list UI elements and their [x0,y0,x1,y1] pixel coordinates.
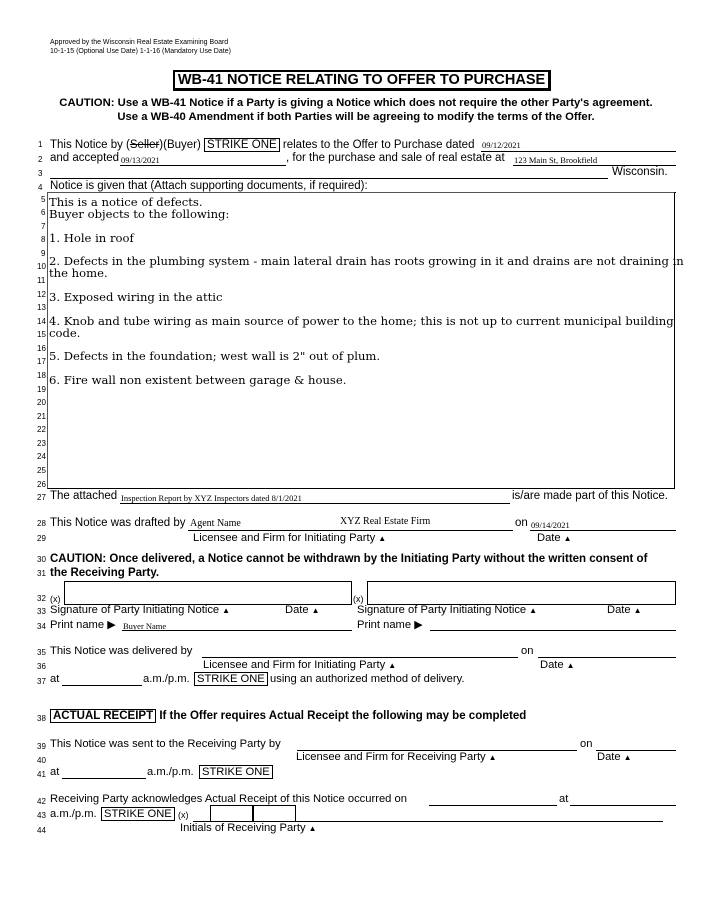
drafted-date-field[interactable]: 09/14/2021 [531,520,570,530]
line-number: 20 [37,398,46,407]
caution-delivered-line-1: CAUTION: Once delivered, a Notice cannot be withdrawn by the Initiating Party without the written consent of [50,553,648,565]
sent-strike-wrapper [199,765,273,779]
line-number: 13 [37,303,46,312]
notice-line: Buyer objects to the following: [49,207,230,221]
initials-box-1[interactable] [210,805,253,822]
line-number: 35 [37,648,46,657]
sent-at-label: at [50,766,60,778]
print-name-underline-2 [430,630,676,631]
signature-date-caption-2: Date ▲ [607,604,642,616]
licensee-caption: Licensee and Firm for Initiating Party ▲ [193,532,386,544]
drafted-date-underline [530,530,676,531]
print-name-label-2: Print name ▶ [357,619,423,631]
line-number: 24 [37,452,46,461]
line-number: 18 [37,371,46,380]
line-number: 26 [37,480,46,489]
ack-time-underline[interactable] [570,805,676,806]
initials-caption: Initials of Receiving Party ▲ [180,822,317,834]
notice-text-area[interactable] [47,192,675,489]
sent-time-underline[interactable] [62,778,146,779]
approval-text: Approved by the Wisconsin Real Estate Examining Board [50,39,229,46]
delivery-licensee-caption: Licensee and Firm for Initiating Party ▲ [203,659,396,671]
drafted-on-label: on [515,517,528,529]
line-number: 28 [37,519,46,528]
property-address-field[interactable]: 123 Main St, Brookfield [514,155,598,165]
line-number: 5 [41,195,46,204]
line-number: 38 [37,714,46,723]
print-name-field-1[interactable]: Buyer Name [123,621,167,631]
buyer-option: (Buyer) [163,139,201,151]
caution-delivered-line-2: the Receiving Party. [50,567,160,579]
line-number: 3 [38,169,43,178]
notice-line: 6. Fire wall non existent between garage & house. [49,373,347,387]
line-number: 40 [37,756,46,765]
initiating-signature-box-2[interactable] [367,581,676,605]
line-number: 19 [37,385,46,394]
line27-prefix: The attached [50,490,118,502]
seller-struck: Seller [129,139,160,151]
line-number: 29 [37,534,46,543]
line-number: 8 [41,235,46,244]
line1-text: This Notice by (Seller)(Buyer) STRIKE ONE relates to the Offer to Purchase dated [50,139,475,151]
line27-suffix: is/are made part of this Notice. [512,490,668,502]
agent-name-field[interactable]: Agent Name [190,518,241,529]
ack-at-label: at [559,793,569,805]
line-number: 34 [37,622,46,631]
signature-caption-1: Signature of Party Initiating Notice ▲ [50,604,230,616]
line2-prefix: and accepted [50,152,120,164]
line-number: 2 [38,155,43,164]
offer-date-field[interactable]: 09/12/2021 [482,140,521,150]
actual-receipt-box: ACTUAL RECEIPT [50,709,156,723]
notice-line: the home. [49,266,108,280]
notice-line: 5. Defects in the foundation; west wall is 2" out of plum. [49,349,381,363]
line-number: 16 [37,344,46,353]
delivered-by-label: This Notice was delivered by [50,645,193,657]
use-dates-text: 10-1-15 (Optional Use Date) 1-1-16 (Mandatory Use Date) [50,48,231,55]
line-number: 42 [37,797,46,806]
delivery-date-caption: Date ▲ [540,659,575,671]
line-number: 27 [37,493,46,502]
line2-middle: , for the purchase and sale of real estate at [286,152,505,164]
strike-one-box: STRIKE ONE [204,138,280,152]
sent-on-label: on [580,738,593,750]
print-name-underline-1 [122,630,352,631]
initiating-signature-box-1[interactable] [64,581,352,605]
x-mark: (x) [50,594,61,604]
line-number: 21 [37,412,46,421]
line-number: 10 [37,262,46,271]
notice-line: code. [49,326,81,340]
x-mark: (x) [353,594,364,604]
offer-date-underline [481,151,676,152]
wisconsin-label: Wisconsin. [612,166,668,178]
ack-ampm-label: a.m./p.m. [50,808,97,820]
line-number: 30 [37,555,46,564]
delivered-by-underline[interactable] [202,657,518,658]
attachment-field[interactable]: Inspection Report by XYZ Inspectors dated 8/1/2021 [121,493,302,503]
caution-line-2: Use a WB-40 Amendment if both Parties will be agreeing to modify the terms of the Offer. [117,111,595,123]
strike-one-box: STRIKE ONE [199,765,273,779]
signature-date-caption-1: Date ▲ [285,604,320,616]
signature-caption-2: Signature of Party Initiating Notice ▲ [357,604,537,616]
delivered-on-label: on [521,645,534,657]
delivered-at-label: at [50,673,60,685]
line-number: 37 [37,677,46,686]
line-number: 4 [38,183,43,192]
line28-prefix: This Notice was drafted by [50,517,186,529]
x-mark: (x) [178,810,189,820]
notice-line: 3. Exposed wiring in the attic [49,290,223,304]
receiving-licensee-caption: Licensee and Firm for Receiving Party ▲ [296,751,497,763]
notice-line: 2. Defects in the plumbing system - main lateral drain has roots growing in it and drains are not draining in [49,254,684,268]
sent-by-label: This Notice was sent to the Receiving Party by [50,738,281,750]
delivered-ampm-label: a.m./p.m. [143,673,190,685]
line-number: 36 [37,662,46,671]
line-number: 9 [41,249,46,258]
address-line3-underline[interactable] [50,178,608,179]
line-number: 25 [37,466,46,475]
line-number: 17 [37,357,46,366]
ack-strike-wrapper [101,807,175,821]
receiving-date-caption: Date ▲ [597,751,632,763]
notice-line: 4. Knob and tube wiring as main source of power to the home; this is not up to current municipal building [49,314,674,328]
line-number: 32 [37,594,46,603]
accepted-date-underline [120,165,286,166]
line-number: 22 [37,425,46,434]
line-number: 44 [37,826,46,835]
strike-one-box: STRIKE ONE [101,807,175,821]
initials-box-2[interactable] [253,805,296,822]
line-number: 23 [37,439,46,448]
date-caption: Date ▲ [537,532,572,544]
acknowledge-label: Receiving Party acknowledges Actual Receipt of this Notice occurred on [50,793,407,805]
sent-ampm-label: a.m./p.m. [147,766,194,778]
notice-line: This is a notice of defects. [49,195,203,209]
delivered-time-underline[interactable] [62,685,142,686]
attachment-underline [120,503,510,504]
actual-receipt-heading: ACTUAL RECEIPT If the Offer requires Actual Receipt the following may be completed [50,709,526,723]
line-number: 11 [37,276,46,285]
line-number: 39 [37,742,46,751]
line-number: 31 [37,569,46,578]
accepted-date-field[interactable]: 09/13/2021 [121,155,160,165]
drafted-by-underline [188,530,513,531]
delivery-strike-wrapper [194,672,268,686]
line4-text: Notice is given that (Attach supporting documents, if required): [50,180,368,192]
form-title: WB-41 NOTICE RELATING TO OFFER TO PURCHASE [173,70,551,91]
notice-line: 1. Hole in roof [49,231,134,245]
firm-name-field[interactable]: XYZ Real Estate Firm [340,516,431,527]
line-number: 33 [37,607,46,616]
line-number: 12 [37,290,46,299]
line-number: 14 [37,317,46,326]
line-number: 15 [37,330,46,339]
caution-line-1: CAUTION: Use a WB-41 Notice if a Party is giving a Notice which does not require the other Party's agreement. [59,97,653,109]
ack-date-underline[interactable] [429,805,557,806]
line-number: 43 [37,811,46,820]
print-name-label-1: Print name ▶ [50,619,116,631]
line-number: 1 [38,140,43,149]
strike-one-box: STRIKE ONE [194,672,268,686]
line-number: 6 [41,208,46,217]
line-number: 7 [41,222,46,231]
delivery-suffix: using an authorized method of delivery. [270,673,465,685]
line-number: 41 [37,770,46,779]
delivered-date-underline[interactable] [538,657,676,658]
